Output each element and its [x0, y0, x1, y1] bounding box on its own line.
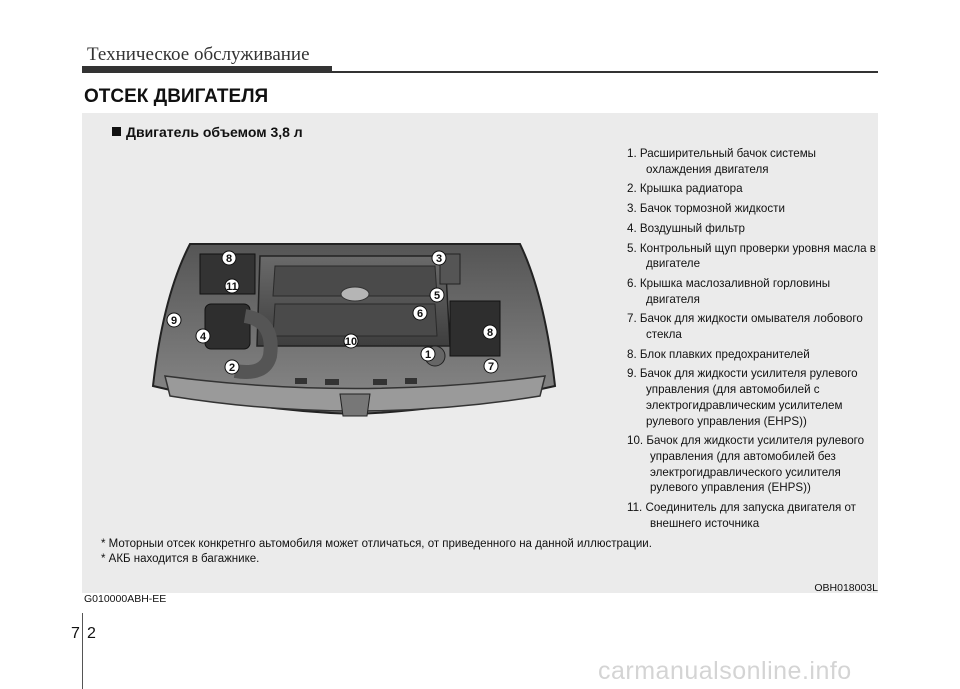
chapter-number: 7: [71, 625, 80, 642]
image-code: OBH018003L: [814, 582, 878, 594]
svg-text:10: 10: [344, 336, 358, 348]
legend-item: 5. Контрольный щуп проверки уровня масла в двигателе: [627, 241, 876, 271]
parts-legend: [627, 146, 879, 535]
legend-item: 7. Бачок для жидкости омывателя лобового стекла: [627, 312, 863, 342]
svg-text:4: 4: [199, 331, 207, 343]
header-rule-thin: [332, 71, 878, 73]
watermark: carmanualsonline.info: [598, 657, 852, 685]
svg-text:7: 7: [487, 361, 495, 373]
callout-1: [421, 347, 435, 361]
svg-text:8: 8: [225, 253, 233, 265]
legend-item: 9. Бачок для жидкости усилителя рулевого управления (для автомобилей с электрогидравлическим усилителем рулевого управления (EHPS)): [627, 367, 858, 428]
legend-item: 10. Бачок для жидкости усилителя рулевого управления (для автомобилей без электрогидравлического усилителя рулевого управления (EHPS)): [627, 434, 865, 495]
callout-5: [430, 288, 444, 302]
svg-text:3: 3: [435, 253, 443, 265]
callout-9: [167, 313, 181, 327]
note-item: * Моторныи отсек конкретнго аьтомобиля может отличаться, от приведенного на данной иллюстрации.: [101, 538, 652, 550]
callout-2: [225, 360, 239, 374]
svg-text:5: 5: [433, 290, 441, 302]
callout-6: [413, 306, 427, 320]
callout-10: [344, 334, 358, 348]
engine-bay-illustration: [145, 236, 565, 436]
callout-3: [432, 251, 446, 265]
page-number-divider: [82, 613, 83, 689]
note-item: * АКБ находится в багажнике.: [101, 552, 260, 565]
callout-8-right: [483, 325, 497, 339]
bullet-square-icon: [112, 127, 121, 136]
legend-item: 2. Крышка радиатора: [627, 182, 743, 196]
svg-text:1: 1: [424, 349, 432, 361]
figure-notes: [101, 537, 652, 566]
legend-item: 3. Бачок тормозной жидкости: [627, 202, 785, 216]
svg-text:9: 9: [170, 315, 178, 327]
page-title: ОТСЕК ДВИГАТЕЛЯ: [84, 86, 269, 107]
legend-item: 11. Соединитель для запуска двигателя от внешнего источника: [627, 501, 856, 530]
section-header: Техническое обслуживание: [87, 44, 310, 65]
callout-8-left: [222, 251, 236, 265]
callout-4: [196, 329, 210, 343]
figure-subtitle: [112, 124, 303, 140]
document-code: G010000ABH-EE: [84, 593, 167, 605]
legend-item: 4. Воздушный фильтр: [627, 221, 745, 235]
callout-11: [225, 279, 239, 293]
svg-text:6: 6: [416, 308, 424, 320]
svg-text:8: 8: [486, 327, 494, 339]
svg-text:2: 2: [228, 362, 236, 374]
header-rule-thick: [82, 66, 332, 73]
legend-item: 1. Расширительный бачок системы охлаждения двигателя: [627, 147, 817, 176]
callout-7: [484, 359, 498, 373]
legend-item: 8. Блок плавких предохранителей: [627, 347, 810, 361]
svg-text:11: 11: [226, 281, 238, 293]
figure-subtitle-text: Двигатель объемом 3,8 л: [126, 124, 303, 140]
page-number: 2: [87, 625, 96, 642]
legend-item: 6. Крышка маслозаливной горловины двигателя: [627, 276, 831, 306]
